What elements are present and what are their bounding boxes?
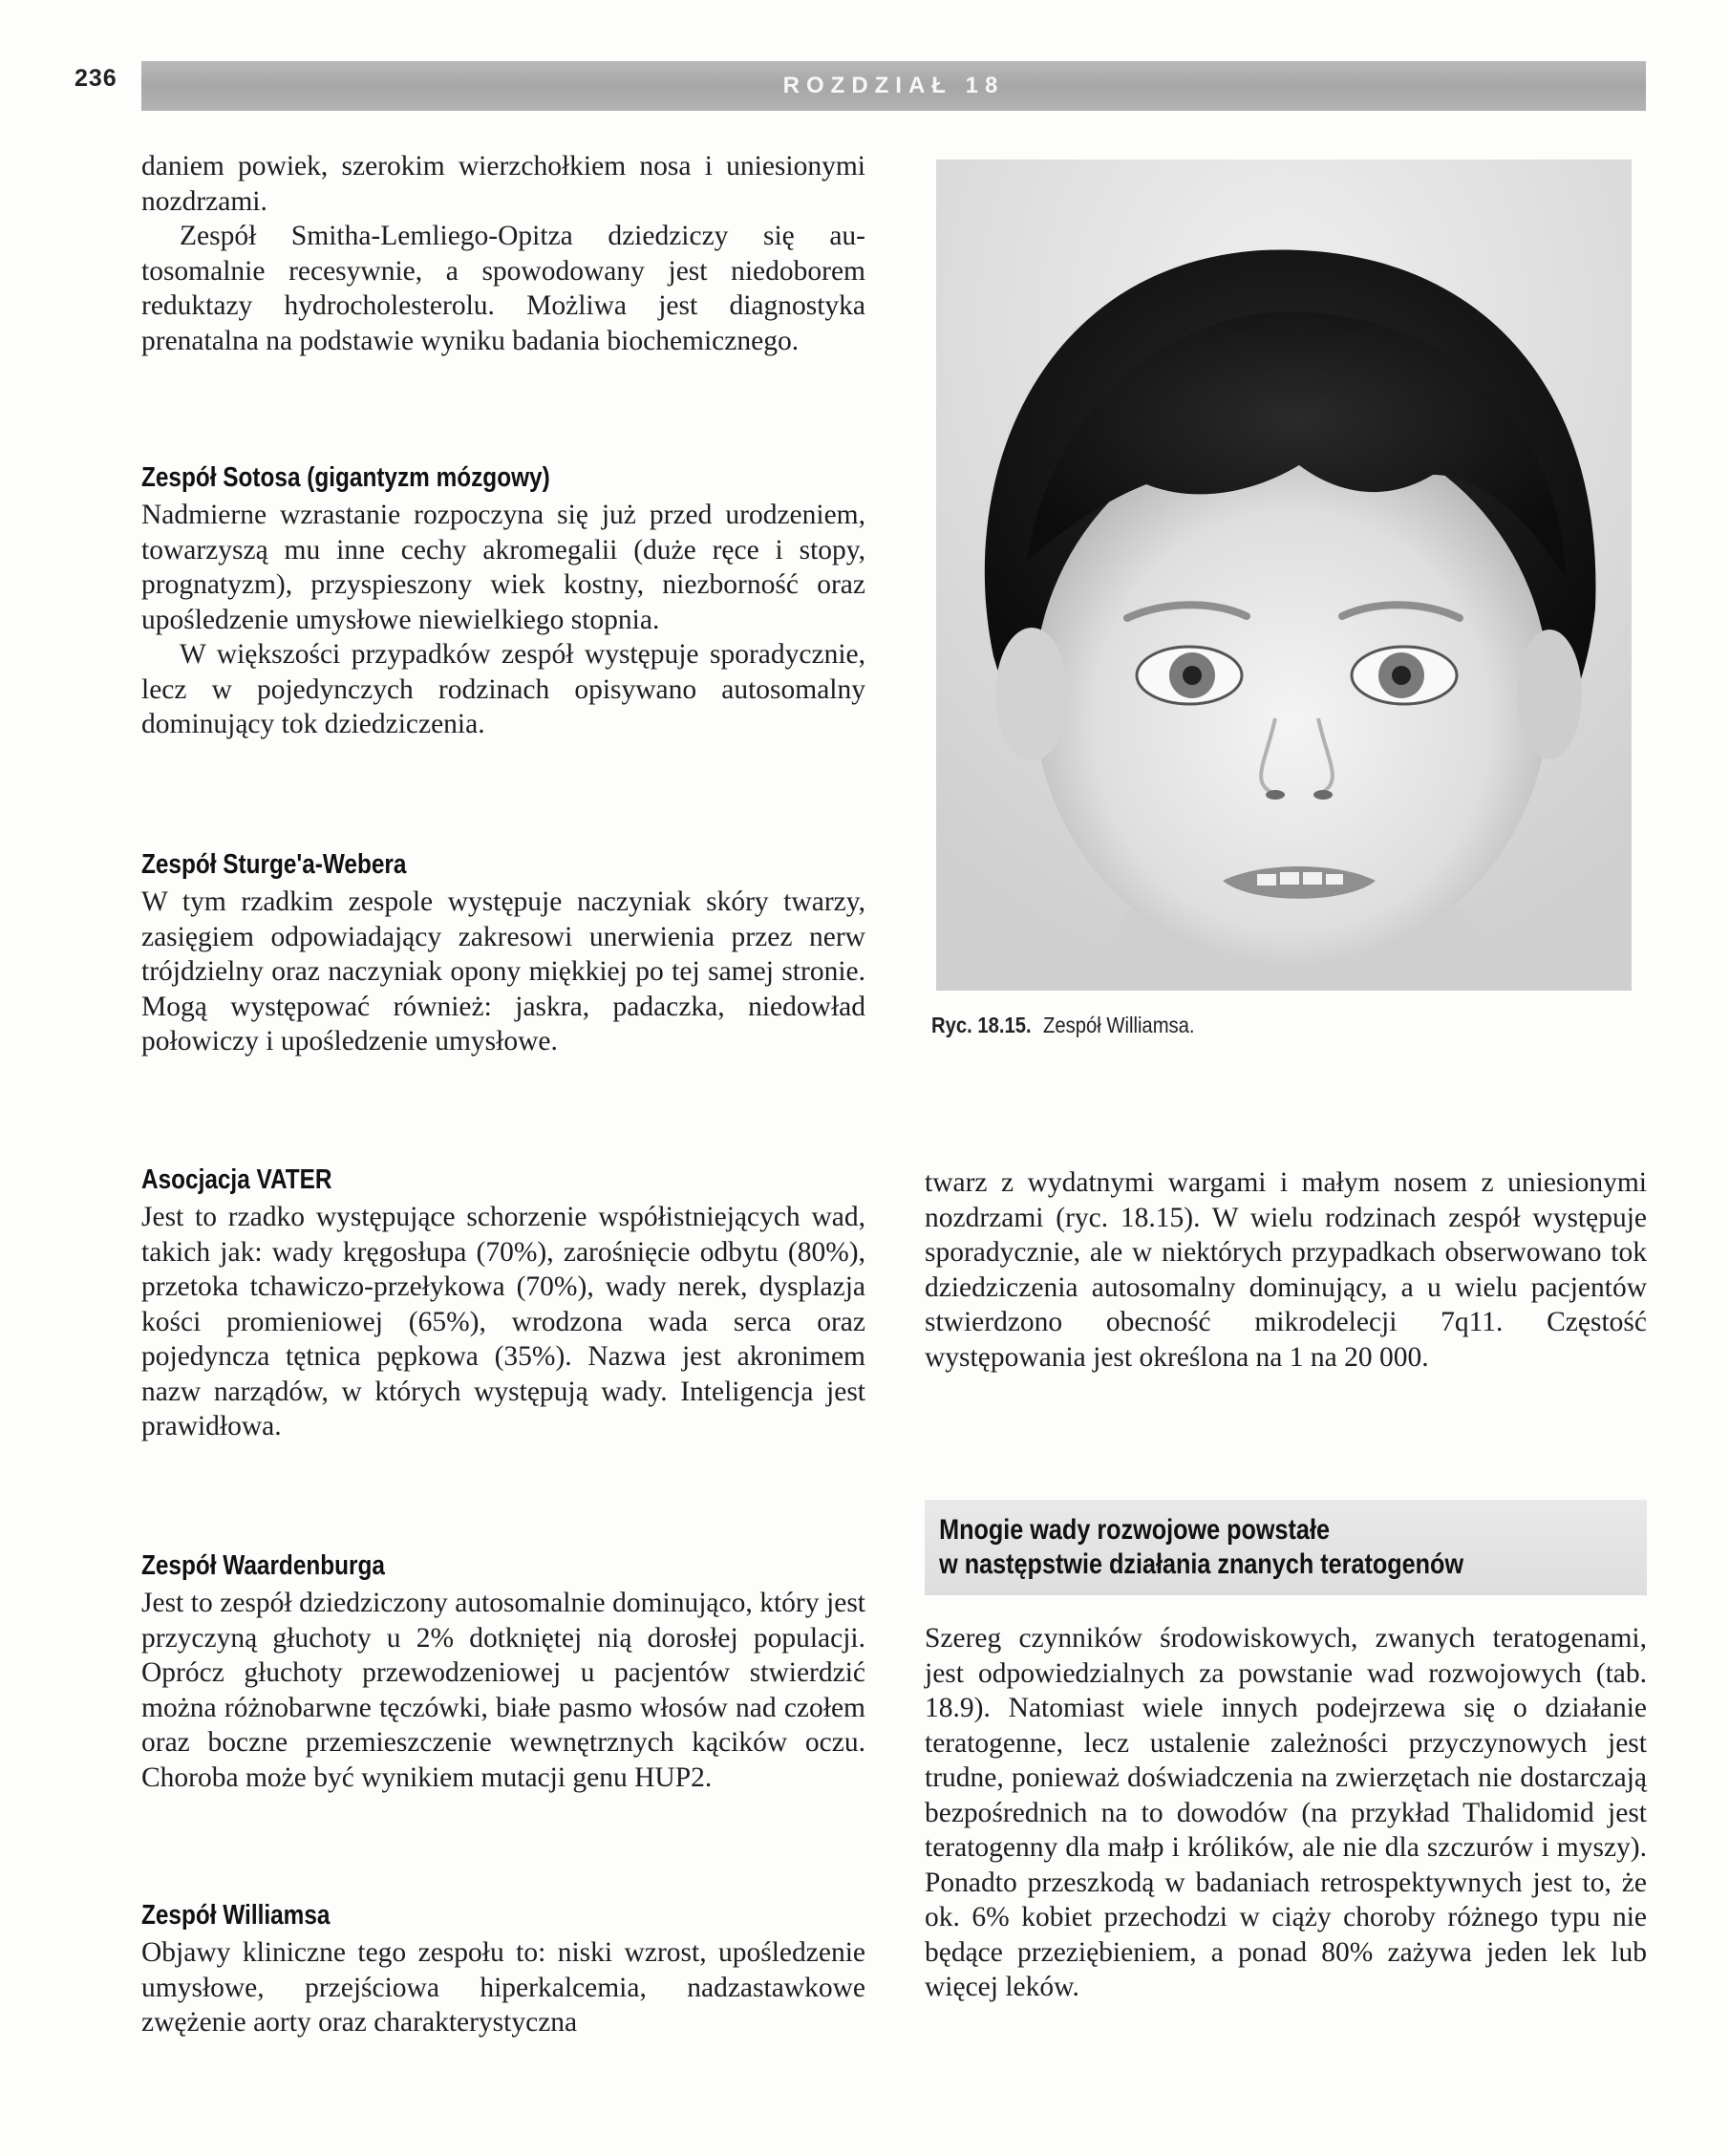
intro-paragraph-1: daniem powiek, szerokim wierzchołkiem nosa i uniesionymi nozdrzami. bbox=[141, 151, 865, 217]
sturge-section bbox=[141, 846, 865, 1059]
williams-continued bbox=[925, 1165, 1647, 1375]
williams-paragraph: Objawy kliniczne tego zespołu to: niski wzrost, upośledzenie umysłowe, przejściowa hiperkalcemia, nadzastawkowe zwężenie aorty oraz charakterystyczna bbox=[141, 1937, 865, 2038]
teratogens-heading-line-2: w następstwie działania znanych teratogenów bbox=[939, 1548, 1464, 1580]
sotos-paragraph-2: W większości przypadków zespół występuje sporadycznie, lecz w pojedynczych rodzinach opisywano autosomalny dominujący tok dziedziczenia. bbox=[141, 639, 865, 739]
williams-section bbox=[141, 1897, 865, 2040]
teratogens-paragraph: Szereg czynników środowiskowych, zwanych teratogenami, jest odpowiedzialnych za powstanie wad rozwojowych (tab. 18.9). Natomiast wiele innych podejrzewa się o działanie teratogenne, lecz ustalenie zależności przyczynowych jest trudne, ponieważ doświadczenia na zwierzętach nie dostarczają bezpośrednich na to dowodów (na przykład Thalidomid jest teratogenny dla małp i królików, ale nie dla szczurów i myszy). Ponadto przeszkodą w badaniach retrospektywnych jest to, że ok. 6% kobiet przechodzi w ciąży choroby różnego typu nie będące przeziębieniem, a ponad 80% zażywa jeden lek lub więcej leków. bbox=[925, 1623, 1647, 2002]
intro-section bbox=[141, 149, 865, 358]
figure-caption bbox=[931, 1013, 1195, 1038]
sotos-section bbox=[141, 459, 865, 742]
figure-caption-text: Zespół Williamsa. bbox=[1042, 1013, 1195, 1037]
williams-continued-paragraph: twarz z wydatnymi wargami i małym nosem z uniesionymi nozdrzami (ryc. 18.15). W wielu rodzinach zespół występuje sporadycznie, ale w niektórych przypadkach obserwowano tok dziedziczenia autosomalny dominujący, a u wielu pacjentów stwierdzono obecność mikrodelecji 7q11. Częstość występowania jest określona na 1 na 20 000. bbox=[925, 1167, 1647, 1373]
vater-paragraph: Jest to rzadko występujące schorzenie współistniejących wad, takich jak: wady kręgosłupa (70%), zarośnięcie odbytu (80%), przetoka tchawiczo-przełykowa (70%), wady nerek, dysplazja kości promieniowej (65%), wrodzona wada serca oraz pojedyncza tętnica pępkowa (35%). Nazwa jest akronimem nazw narządów, w których występują wady. Inteligencja jest prawidłowa. bbox=[141, 1202, 865, 1441]
sturge-paragraph: W tym rzadkim zespole występuje naczyniak skóry twarzy, zasięgiem odpowiadający zakresowi unerwienia przez nerw trójdzielny oraz naczyniak opony miękkiej po tej samej stronie. Mogą występować również: jaskra, padaczka, niedowład połowiczy i upośledzenie umysłowe. bbox=[141, 886, 865, 1057]
williams-heading: Zespół Williamsa bbox=[141, 1900, 331, 1931]
page-number: 236 bbox=[75, 65, 117, 92]
teratogens-section bbox=[925, 1621, 1647, 2005]
waardenburg-heading: Zespół Waardenburga bbox=[141, 1550, 385, 1581]
sotos-paragraph-1: Nadmierne wzrastanie rozpoczyna się już przed urodzeniem, towarzyszą mu inne cechy akromegalii (duże ręce i stopy, prognatyzm), przyspieszony wiek kostny, niezborność oraz upośledzenie umysłowe niewielkiego stopnia. bbox=[141, 500, 865, 635]
intro-paragraph-2: Zespół Smitha-Lemliego-Opitza dziedziczy się autosomalnie recesywnie, a spowodowany jest niedoborem reduktazy hydrocholesterolu. Możliwa jest diagnostyka prenatalna na podstawie wyniku badania biochemicznego. bbox=[141, 221, 865, 356]
child-face-photo bbox=[936, 160, 1632, 991]
waardenburg-paragraph: Jest to zespół dziedziczony autosomalnie dominująco, który jest przyczyną głuchoty u 2% dotkniętej nią dorosłej populacji. Oprócz głuchoty przewodzeniowej u pacjentów stwierdzić można różnobarwne tęczówki, białe pasmo włosów nad czołem oraz boczne przemieszczenie wewnętrznych kącików oczu. Choroba może być wynikiem mutacji genu HUP2. bbox=[141, 1588, 865, 1793]
teratogens-heading-line-1: Mnogie wady rozwojowe powstałe bbox=[939, 1514, 1330, 1546]
vater-section bbox=[141, 1162, 865, 1444]
chapter-title: ROZDZIAŁ 18 bbox=[782, 73, 1005, 98]
chapter-header-bar bbox=[141, 61, 1646, 111]
sotos-heading: Zespół Sotosa (gigantyzm mózgowy) bbox=[141, 462, 550, 493]
waardenburg-section bbox=[141, 1548, 865, 1795]
teratogens-heading-box bbox=[925, 1500, 1647, 1595]
figure-photo bbox=[936, 160, 1632, 991]
figure-label: Ryc. 18.15. bbox=[931, 1013, 1032, 1037]
vater-heading: Asocjacja VATER bbox=[141, 1164, 332, 1195]
sturge-heading: Zespół Sturge'a-Webera bbox=[141, 849, 407, 880]
